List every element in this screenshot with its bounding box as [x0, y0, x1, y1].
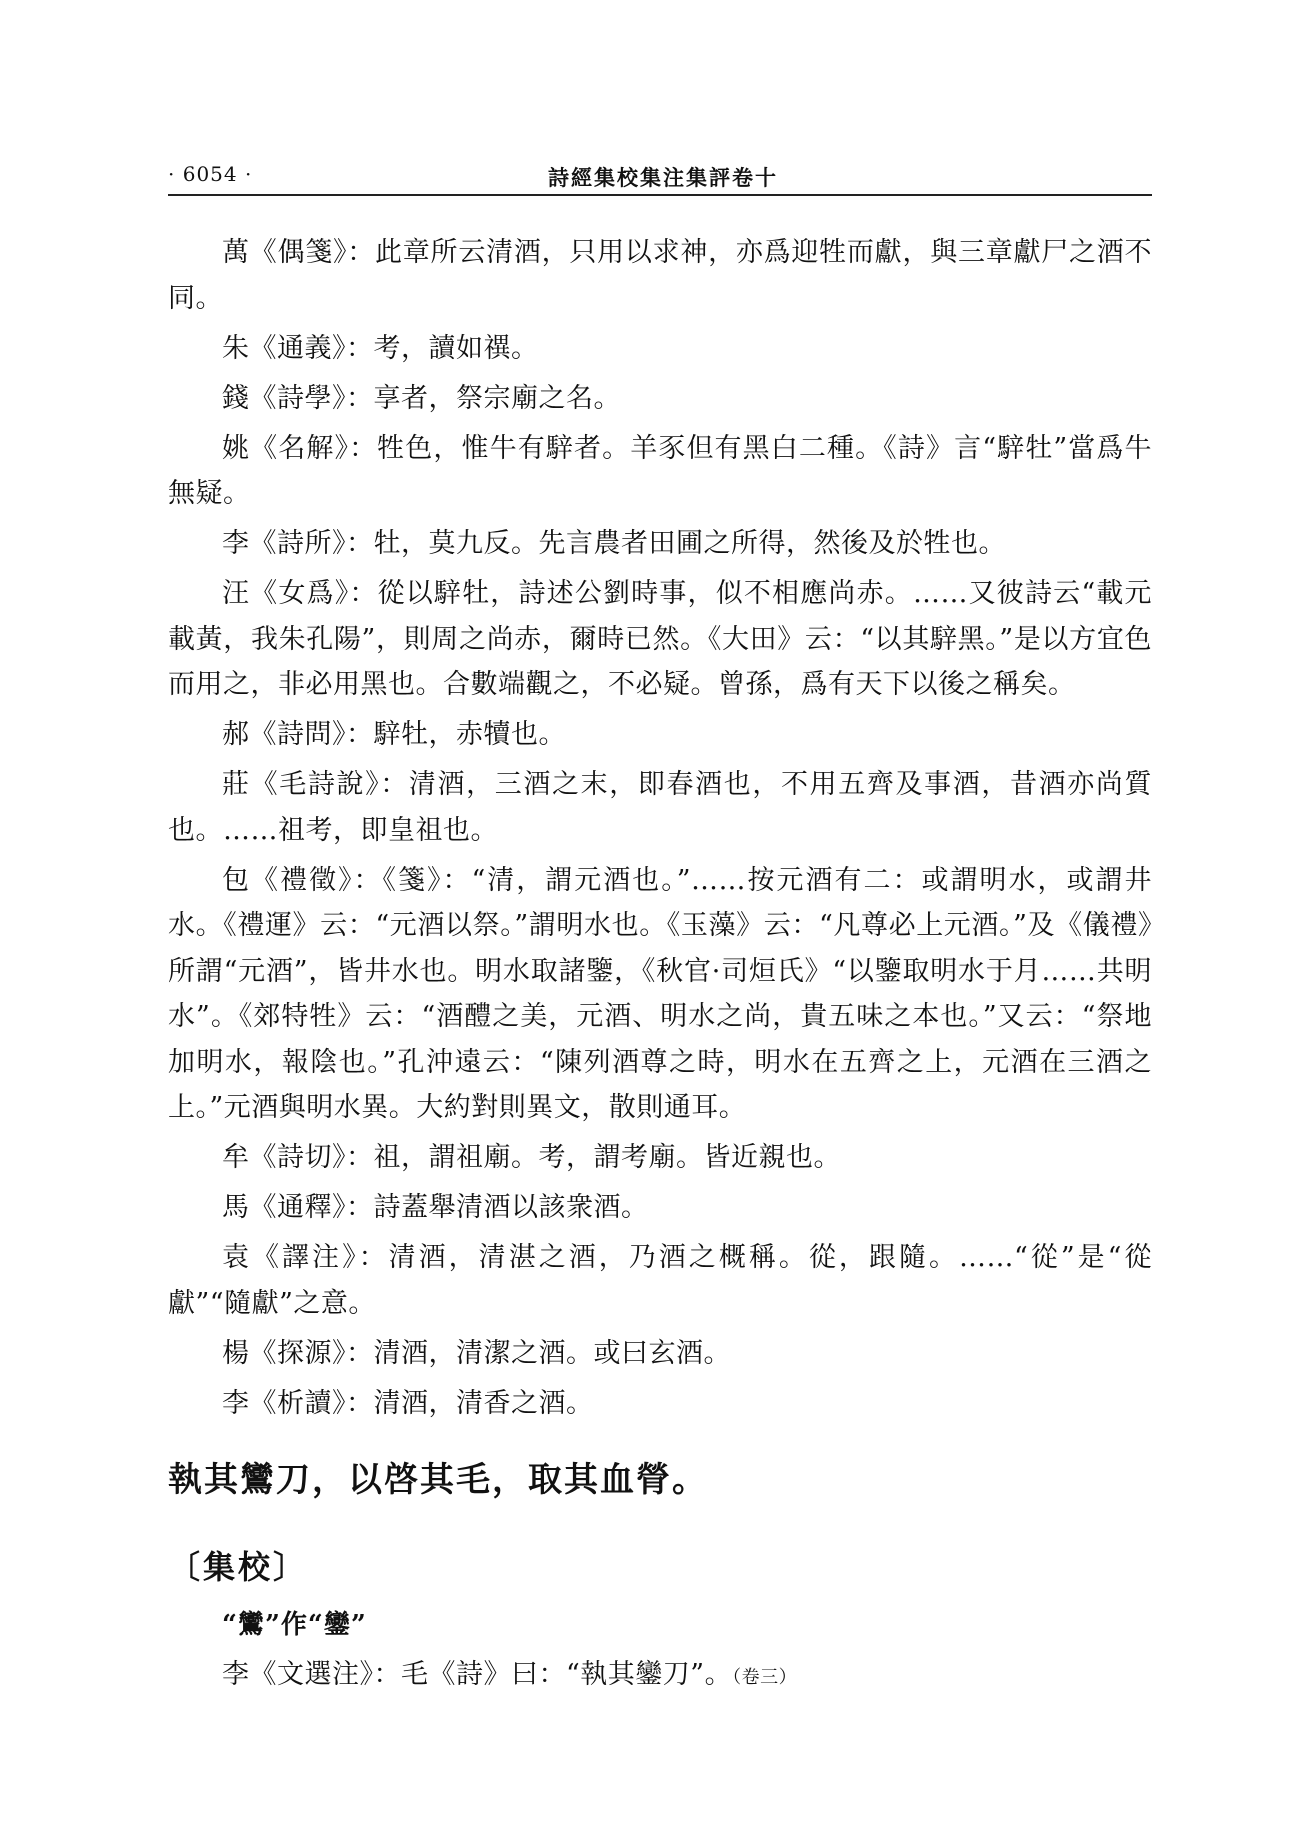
commentary-paragraph: 姚《名解》：牲色，惟牛有騂者。羊豕但有黑白二種。《詩》言“騂牡”當爲牛無疑。 — [168, 432, 1152, 509]
header-rule — [168, 194, 1152, 196]
commentary-paragraph: 包《禮徵》：《箋》：“清，謂元酒也。”……按元酒有二：或謂明水，或謂井水。《禮運》云：“元酒以祭。”謂明水也。《玉藻》云：“凡尊必上元酒。”及《儀禮》所謂“元酒”，皆井水也。明水取諸鑒，《秋官·司烜氏》“以鑒取明水于月……共明水”。《郊特牲》云：“酒醴之美，元酒、明水之尚，貴五味之本也。”又云：“祭地加明水，報陰也。”孔沖遠云：“陳列酒尊之時，明水在五齊之上，元酒在三酒之上。”元酒與明水異。大約對則異文，散則通耳。 — [168, 864, 1152, 1123]
collation-subheading: “鸞”作“鑾” — [222, 1610, 367, 1640]
commentary-paragraph: 汪《女爲》：從以騂牡，詩述公劉時事，似不相應尚赤。……又彼詩云“載元載黃，我朱孔陽”，則周之尚赤，爾時已然。《大田》云：“以其騂黑。”是以方宜色而用之，非必用黑也。合數端觀之，不必疑。曾孫，爲有天下以後之稱矣。 — [168, 578, 1152, 700]
commentary-paragraph: 莊《毛詩說》：清酒，三酒之末，即春酒也，不用五齊及事酒，昔酒亦尚質也。……祖考，即皇祖也。 — [168, 769, 1152, 846]
volume-note: （卷三） — [732, 1667, 798, 1688]
page-header — [168, 162, 1148, 198]
commentary-paragraph: 牟《詩切》：祖，謂祖廟。考，謂考廟。皆近親也。 — [222, 1142, 841, 1173]
commentary-paragraph: 馬《通釋》：詩蓋舉清酒以該衆酒。 — [222, 1192, 649, 1223]
commentary-paragraph: 李《詩所》：牡，莫九反。先言農者田圃之所得，然後及於牲也。 — [222, 528, 1006, 559]
commentary-body — [168, 230, 1152, 1431]
section-heading: 〔集校〕 — [168, 1548, 309, 1586]
collation-note-text: 李《文選注》：毛《詩》曰：“執其鑾刀”。 — [222, 1659, 733, 1690]
commentary-paragraph: 李《析讀》：清酒，清香之酒。 — [222, 1387, 594, 1419]
collation-note — [222, 1652, 797, 1691]
commentary-paragraph: 朱《通義》：考，讀如禩。 — [222, 332, 539, 364]
commentary-paragraph: 萬《偶箋》：此章所云清酒，只用以求神，亦爲迎牲而獻，與三章獻尸之酒不同。 — [168, 237, 1152, 314]
commentary-paragraph: 錢《詩學》：享者，祭宗廟之名。 — [222, 382, 621, 414]
page-number: · 6054 · — [168, 162, 253, 186]
commentary-paragraph: 袁《譯注》：清酒，清湛之酒，乃酒之概稱。從，跟隨。……“從”是“從獻”“隨獻”之意。 — [168, 1242, 1152, 1319]
commentary-paragraph: 郝《詩問》：騂牡，赤犢也。 — [222, 719, 566, 750]
verse-line: 執其鸞刀，以啓其毛，取其血膋。 — [168, 1460, 708, 1500]
running-title: 詩經集校集注集評卷十 — [548, 165, 778, 190]
commentary-paragraph: 楊《探源》：清酒，清潔之酒。或曰玄酒。 — [222, 1337, 731, 1369]
